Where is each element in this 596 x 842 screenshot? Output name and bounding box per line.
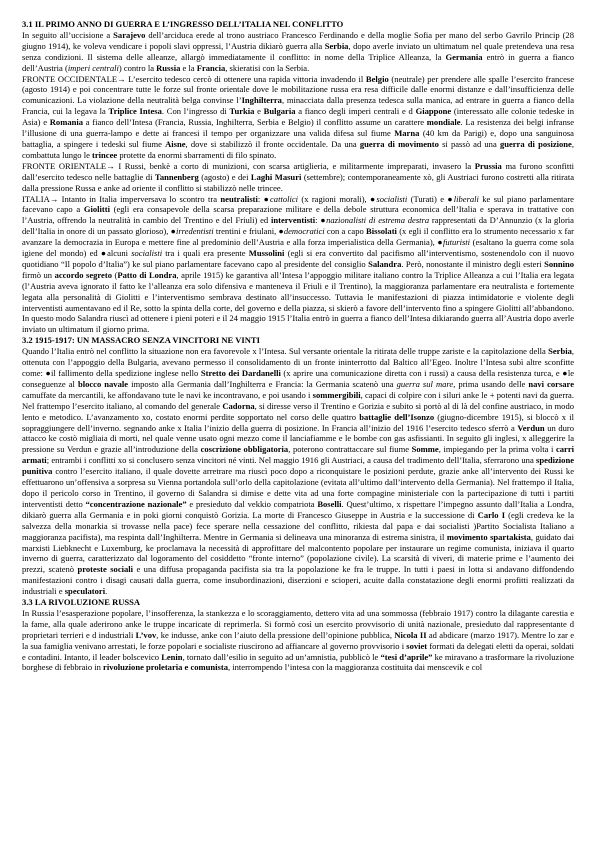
bold-term: Serbia [548, 346, 572, 357]
bold-term: “tesi d’aprile” [380, 651, 433, 662]
bold-term: Salandra [368, 258, 402, 269]
bold-term: Sarajevo [113, 29, 146, 40]
text-run: FRONTE OCCIDENTALE→ L’esercito tedesco cercò di ottenere una rapida vittoria invadendo il [22, 73, 366, 84]
text-run: , guidato dai marxisti Liebknecht e Luxemburg, ke proclamava la necessità di approfittare del malcontento popolare per instaurare un regime comunista, iniziava il quarto inverno di guerra, caratterizzato dal logoramento del cosiddetto “fronte interno” (popolazione civile). La scarsità di viveri, di materie prime e l’aumento dei prezzi, scatenò [22, 531, 574, 575]
bold-term: accordo segreto [54, 269, 112, 280]
text-run: a fianco dell’Intesa (Francia, Russia, Inghilterra, Serbia e Belgio) il conflitto assume un carattere [83, 117, 427, 128]
text-run: , ottenuta con l’appoggio della Bulgaria, avevano permesso il consolidamento di un fronte ininterrotto dal Baltico all’Egeo. Inoltre l’Intesa subì altre sconfitte come: ●il fallimento della spedizione inglese nello [22, 346, 574, 378]
bold-term: navi corsare [528, 378, 574, 389]
text-run: ke sul piano parlamentare facevano capo a [22, 193, 574, 215]
text-run: (neutrale) per prendere alle spalle l’esercito francese (agosto 1914) e poi concentrare tutte le forze sul fronte orientale dove le mobilitazione russa era resa difficile dalle enormi distanze e dall’insufficienza delle comunicazioni. La violazione della neutralità belga convinse l’ [22, 73, 575, 106]
text-run: (Turati) e ● [407, 193, 454, 204]
text-run: e [254, 106, 264, 117]
bold-term: Marna [394, 128, 420, 139]
text-run: trentini e friulani, ● [213, 226, 284, 237]
bold-term: Boselli [317, 498, 342, 509]
text-run: . Però, nonostante il ministro degli esteri [401, 258, 545, 269]
italic-term: socialisti [376, 193, 408, 204]
text-run: ( [111, 269, 118, 280]
bold-term: proteste sociali [77, 564, 134, 575]
text-run: . Con l’ingresso di [161, 106, 230, 117]
bold-term: Inghilterra [241, 95, 282, 106]
bold-term: Verdun [517, 422, 545, 433]
bold-term: “concentrazione nazionale” [85, 498, 187, 509]
text-run: (egli era consapevole della scarsa preparazione militare e della debole struttura economica dell’Italia e sperava in trattative con l’Austria, offrendo la neutralità in cambio del Trentino e del Friuli) ed [22, 204, 574, 226]
bold-term: rivoluzione proletaria e comunista [103, 662, 228, 673]
text-run: (x aprire una comunicazione diretta con i russi) a causa della resistenza turca, e ●le conseguenze al [22, 368, 574, 389]
bold-term: Giolitti [83, 204, 110, 215]
section-heading: 3.1 IL PRIMO ANNO DI GUERRA E L’INGRESSO DELL’ITALIA NEL CONFLITTO [22, 19, 344, 29]
text-run: , dopo averle inviato un ultimatum nel quale pretendeva una resa senza condizioni. Il sistema delle alleanze, allargò immediatamente il conflitto: in nome della Triplice Alleanza, la [22, 40, 574, 62]
text-run: , capaci di colpire con i siluri anke le + potenti navi da guerra. Nel frattempo l’esercito italiano, al comando del generale [22, 389, 574, 411]
text-run: Quando l’Italia entrò nel conflitto la situazione non era favorevole x l’Intesa. Sul versante orientale la ritirata delle truppe zariste e la capitolazione della [22, 346, 549, 357]
bold-term: coscrizione obbligatoria [200, 444, 289, 455]
document-body [22, 19, 574, 673]
bold-term: Belgio [365, 73, 389, 84]
text-run: In Russia l’esasperazione popolare, l’insofferenza, la stankezza e lo scoraggiamento, dettero vita ad una sommossa (febbraio 1917) contro la dilagante carestia e la fame, alla quale aderirono anke le truppe incaricate di reprimerla. Si formò così un esercito provvisorio di unità nazionale, presieduto dal rappresentante d proprietari terrieri e d industriali [22, 607, 574, 640]
bold-term: interventisti [271, 215, 316, 226]
text-run: , poterono contrattaccare sul fiume [288, 444, 412, 455]
text-run: , aprile 1915) ke garantiva all’Intesa l’appoggio militare italiano contro la Triplice Alleanza a cui l’Italia era legata (l’Austria aveva ignorato il fatto ke l’alleanza era solo difensiva e manteneva il Friuli e il Trentino), la maggioranza parlamentare era neutralista e fortemente legata alla personalità di Giolitti e l’interventismo sembrava destinato all’insuccesso. Tuttavia le manifestazioni di piazza intimidatorie e violente degli interventisti aumentavano ed il Re, sotto la spinta della corte, del governo e della piazza, si skierò a favore dell’intervento fino a spingere Giolitti all’abbandono. In questo modo Salandra riuscì ad ottenere i pieni poteri e il 24 maggio 1915 l’Italia entrò in guerra a fianco dell’Intesa dikiarando guerra all’Austria dopo averle inviato un ultimatum il giorno prima. [22, 269, 574, 335]
text-run: camuffate da mercantili, ke affondavano tute le navi ke incontravano, e poi usando i [22, 389, 313, 400]
bold-term: Francia [196, 62, 226, 73]
text-run: con a capo [324, 226, 367, 237]
text-run: , impiegando per la prima volta i [438, 444, 556, 455]
bold-term: Serbia [324, 40, 349, 51]
italic-term: socialisti [131, 248, 163, 259]
text-run: rappresentati da D’Annunzio (x la gloria dell’Italia in onore di un passato glorioso), ● [22, 215, 574, 237]
bold-term: Russia [156, 62, 181, 73]
bold-term: Bulgaria [263, 106, 296, 117]
text-run: , tornato dall’esilio in seguito ad un’amnistia, pubblicò le [182, 651, 381, 662]
text-run: contro l’esercito italiano, il quale dovette arretrare ma riuscì poco dopo a riconquistare le posizioni perdute, grazie anke all’intervento dei Russi ke effettuarono un’offensiva a sorpresa su Vienna portandola sull’orlo della capitolazione (evitata all’ultimo dall’intervento della Germania). Nel frattempo il Italia, dopo il pericolo corso in Trentino, il governo di Salandra si dimise e dette vita ad una forte compagine ministeriale con la partecipazione di tutti i partiti interventisti detto [22, 466, 574, 509]
bold-term: Aisne [165, 138, 186, 149]
bold-term: mondiale [426, 117, 461, 128]
bold-term: spedizione punitiva [22, 455, 574, 477]
text-run: (giugno-dicembre 1915), si bloccò x il sopraggiungere dell’inverno. segnando anke x Italia l’inizio della guerra di posizione. In Francia all’inizio del 1916 l’esercito tedesco sferrò a [22, 411, 574, 433]
text-run: (esaltano la guerra come sola igiene del mondo) ed ●alcuni [22, 237, 574, 259]
text-run: formati da delegati eletti da operai, soldati e contadini. Intanto, il leader bolscevico [22, 640, 574, 662]
text-run: firmò un [22, 269, 55, 280]
text-run: ITALIA→ Intanto in Italia imperversava lo scontro tra [22, 193, 221, 204]
text-run: , dove si stabilizzò il fronte occidentale. Da una [185, 138, 360, 149]
bold-term: Germania [445, 51, 483, 62]
bold-term: Nicola II [394, 629, 427, 640]
bold-term: Laghi Masuri [250, 171, 302, 182]
bold-term: Bissolati [366, 226, 397, 237]
text-run: (40 km da Parigi) e, dopo una sanguinosa battaglia, a spingere i tedeski sul fiume [22, 128, 574, 149]
text-run: : ● [315, 215, 327, 226]
italic-term: liberali [453, 193, 479, 204]
bold-term: Somme [411, 444, 439, 455]
text-run: (x egli il conflitto era lo strumento necessario x far avanzare la democrazia in Europa e mettere fine al predominio dell’Austria e alla forza imperialistica della Germania), ● [22, 226, 574, 248]
text-run: e una diffusa propaganda pacifista sia tra la popolazione ke fra le truppe. In tutti i paesi in lotta si andavano diffondendo manifestazioni contro i disagi causati dalla guerra, come insubordinazioni, diserzioni e scioperi, acuite dalla constatazione degli enormi profitti realizzati da industriali e [22, 564, 574, 597]
bold-term: guerra di posizione [499, 138, 572, 149]
text-run: protette da enormi sbarramenti di filo spinato. [117, 149, 277, 160]
bold-term: soviet [406, 640, 428, 651]
italic-term: guerra sul mare [396, 378, 454, 389]
bold-term: Romania [49, 117, 83, 128]
text-run: . Quest’ultimo, x rispettare l’impegno assunto dall’Italia a Londra, dikiarò guerra alla Germania e in poki giorni conquistò Gorizia. La morte di Francesco Giuseppe in Austria e la successione di [22, 498, 574, 520]
bold-term: carri armati [22, 444, 575, 466]
text-run: (settembre); contemporaneamente xò, gli Austriaci furono costretti alla ritirata dalla pressione Russa e anke ad oriente il conflitto si stabilizzò nelle trincee. [22, 171, 574, 193]
bold-term: Cadorna [222, 400, 255, 411]
text-run: ) contro la [118, 62, 157, 73]
italic-term: futuristi [442, 237, 471, 248]
bold-term: battaglie dell’Isonzo [359, 411, 435, 422]
bold-term: Patto di Londra [117, 269, 177, 280]
text-run: e la [180, 62, 197, 73]
italic-term: nazionalisti di estrema destra [326, 215, 430, 226]
paragraph [22, 346, 574, 597]
bold-term: Sonnino [544, 258, 574, 269]
text-run: imposto alla Germania dall’Inghilterra e Francia: la Germania scatenò una [128, 378, 397, 389]
text-run: , interrompendo l’intesa con la maggioranza costituita dai menscevik e col [227, 662, 483, 673]
italic-term: cattolici [270, 193, 299, 204]
text-run: (interessato alle colonie tedeske in Asia) e [22, 106, 574, 128]
text-run: ad abdicare (marzo 1917). Mentre lo zar e la sua famiglia venivano arrestati, le forze popolari e socialiste riuscirono ad affiancare al governo provvisorio i [22, 629, 574, 651]
paragraph [22, 30, 574, 74]
text-run: si passò ad una [438, 138, 500, 149]
text-run: , ke indusse, anke con l’aiuto della pressione dell’opinione pubblica, [156, 629, 395, 640]
text-run: (agosto) e dei [198, 171, 251, 182]
text-run: , skieratisi con la Serbia. [225, 62, 310, 73]
text-run: e presieduto dal vekkio compatriota [186, 498, 318, 509]
text-run: ke miravano a trasformare la rivoluzione borghese di febbraio in [22, 651, 575, 673]
text-run: (x ragioni morali), ● [298, 193, 377, 204]
text-run: a fianco degli imperi centrali e d [295, 106, 416, 117]
text-run: (egli credeva ke la salvezza della monarkia si trovasse nella pace) fece sperare nella cessazione del conflitto, rikiesta dal papa e dai socialisti )Partito Socialista Italiano a maggioranza pacifista), ma respinta dall’Inghilterra. Mentre in Germania si delineava una minoranza di estrema sinistra, il [22, 509, 574, 542]
bold-term: Lenin [161, 651, 183, 662]
bold-term: Tannenberg [154, 171, 199, 182]
bold-term: Mussolini [248, 248, 285, 259]
italic-term: imperi centrali [67, 62, 119, 73]
text-run: tra i quali era presente [162, 248, 249, 259]
italic-term: democratici [283, 226, 325, 237]
bold-term: Giappone [415, 106, 452, 117]
bold-term: Prussia [474, 160, 502, 171]
paragraph [22, 74, 574, 161]
text-run: . [105, 586, 108, 597]
text-run: FRONTE ORIENTALE→ I Russi, benkè a corto di munizioni, con scarsa artiglieria, e militarmente impreparati, invasero la [22, 160, 475, 171]
text-run: : ● [257, 193, 270, 204]
italic-term: irredentisti [175, 226, 214, 237]
text-run: ; entrambi i conflitti xo si conclusero senza vincitori né vinti. Nel maggio 1916 gli Austriaci, a causa del tradimento dell’Italia, sferrarono una [46, 455, 536, 466]
text-run: , minacciata dalla presenza tedesca sulla manica, ad entrare in guerra a fianco della Francia, cui la legava la [22, 95, 574, 117]
bold-term: movimento spartakista [446, 531, 531, 542]
text-run: entrò in guerra a fianco dell’Austria ( [22, 51, 574, 73]
text-run: un duro attacco ke costò migliaia di morti, nel quale venne usato ogni mezzo come il lanciafiamme e le bombe con gas asfissianti. In seguito gli inglesi, x alleggerire la pressione su Verdun e grazie all’introduzione della [22, 422, 574, 455]
text-run: dell’arciduca erede al trono austriaco Francesco Ferdinando e della moglie Sofia per mano del serbo Gavrilo Princip (28 giugno 1914), ke voleva vendicare i popoli slavi oppressi, l’Austria dikiarò guerra alla [22, 29, 574, 51]
bold-term: Turkia [229, 106, 255, 117]
section-heading: 3.2 1915-1917: UN MASSACRO SENZA VINCITORI NE VINTI [22, 335, 260, 346]
paragraph [22, 194, 574, 336]
text-run: , prima usando delle [453, 378, 529, 389]
bold-term: guerra di movimento [359, 138, 439, 149]
bold-term: trincee [92, 149, 118, 160]
text-run: , si diresse verso il Trentino e Gorizia e subito si portò al di là del confine austriaco, in modo lento e metodico. L’avanzamento xo, costato enormi perdite sopportato nel corso delle quattro [22, 400, 574, 422]
bold-term: Triplice Intesa [108, 106, 162, 117]
text-run: (egli si era convertito dal pacifismo all’interventismo, sostenendolo con il nuovo quotidiano “Il popolo d’Italia”) ke sul piano parlamentare facevano capo al presidente del consiglio [22, 248, 574, 269]
bold-term: Stretto dei Dardanelli [200, 368, 281, 378]
paragraph [22, 161, 574, 194]
bold-term: blocco navale [77, 378, 129, 389]
text-run: , combattuta lungo le [22, 138, 574, 160]
bold-term: speculatori [64, 586, 106, 597]
bold-term: Carlo I [477, 509, 506, 520]
bold-term: sommergibili [312, 389, 361, 400]
bold-term: L’vov [135, 629, 157, 640]
section-heading: 3.3 LA RIVOLUZIONE RUSSA [22, 597, 141, 608]
text-run: ma furono sconfitti dall’esercito tedesco nelle battaglie di [22, 160, 574, 182]
text-run: . La resistenza dei belgi infranse l’illusione di una guerra-lampo e dette ai francesi il tempo per organizzare una valida difesa sul fiume [22, 117, 574, 139]
paragraph [22, 608, 574, 673]
bold-term: neutralisti [220, 193, 258, 204]
text-run: In seguito all’uccisione a [22, 29, 114, 40]
